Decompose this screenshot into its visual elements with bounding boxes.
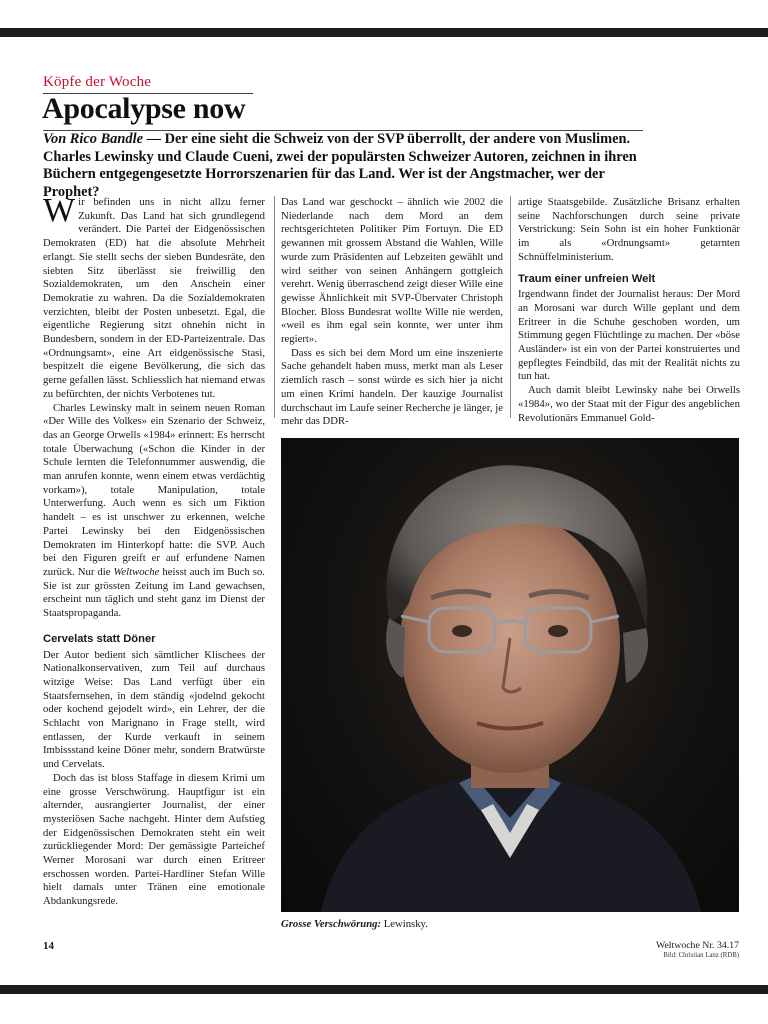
portrait-illustration	[281, 438, 739, 912]
top-bar	[0, 28, 768, 37]
photo-caption	[281, 918, 428, 930]
column-3	[518, 196, 740, 425]
paragraph: Auch damit bleibt Lewinsky nahe bei Orwells «1984», wo der Staat mit der Figur des angeblichen Revolutionärs Emmanuel Gold-	[518, 384, 740, 424]
paragraph: Charles Lewinsky malt in seinem neuen Roman «Der Wille des Volkes» ein Szenario der Schweiz, das an George Orwells «1984» erinnert: Es herrscht totale Überwachung («Schon die Kinder in der Schule lernten die Telefonnummer auswendig, die man anrufen konnte, wenn einem etwas verdächtig vorkam»), totale Manipulation, totale Unterwerfung. Auch wenn es sich um Fiktion handelt – es ist unschwer zu erkennen, welche Partei Lewinsky bei den Eidgenössischen Demokraten im Hinterkopf hatte: die SVP. Auch bei den Figuren greift er auf erfundene Namen zurück. Nur die Weltwoche heisst auch im Buch so. Sie ist zur grössten Zeitung im Land gewachsen, erscheint nun täglich und steht ganz im Dienst der Staatspropaganda.	[43, 401, 265, 620]
issue-label: Weltwoche Nr. 34.17	[655, 940, 739, 951]
column-1	[43, 192, 265, 909]
paragraph: artige Staatsgebilde. Zusätzliche Brisanz erhalten seine Nachforschungen durch seine private Verstrickung: Sein Sohn ist ein hoher Funktionär im als «Ordnungsamt» getarnten Schnüffelministerium.	[518, 196, 740, 263]
caption-lead: Grosse Verschwörung:	[281, 918, 382, 930]
subheading: Traum einer unfreien Welt	[518, 272, 656, 285]
publication-name: Weltwoche	[113, 565, 160, 578]
paragraph: Irgendwann findet der Journalist heraus: Der Mord an Morosani war durch Wille geplant und dem Eritreer in die Schuhe geschoben worden, um Stimmung gegen Flüchtlinge zu machen. Der «böse Ausländer» ist ein von der Partei konstruiertes und gepflegtes Feindbild, das mit der Realität nichts zu tun hat.	[518, 288, 740, 383]
column-divider	[510, 196, 511, 418]
byline-dash: —	[142, 131, 165, 147]
column-2	[281, 196, 503, 429]
drop-cap: W	[43, 192, 76, 229]
paragraph: Wir befinden uns in nicht allzu ferner Zukunft. Das Land hat sich grundlegend verändert. Die Partei der Eidgenössischen Demokraten (ED) hat die absolute Mehrheit erlangt. Sie stellt sechs der sieben Bundesräte, den siebten Sitz überlässt sie freiwillig den Sozialdemokraten, um den Anschein einer Demokratie zu wahren. Da die Sozialdemokraten verzichten, bleibt der Posten unbesetzt. Egal, die eigentliche Regierung sitzt ohnehin nicht in Bundesbern, sondern in der ED-Parteizentrale. Das «Ordnungsamt», eine Art eidgenössische Stasi, bespitzelt die eigene Bevölkerung, die sich das gerne gefallen lässt. Schliesslich hat niemand etwas zu befürchten, der nichts Verbotenes tut.	[43, 192, 265, 400]
caption-text: Lewinsky.	[381, 918, 428, 930]
author-portrait-photo	[281, 438, 739, 912]
headline: Apocalypse now	[42, 92, 246, 125]
paragraph: Doch das ist bloss Staffage in diesem Krimi um eine grosse Verschwörung. Hauptfigur ist ein alternder, ausrangierter Journalist, der einer mysteriösen Sache nachgeht. Hinter dem Aufstieg der Eidgenössischen Demokraten steht ein weit zurückliegender Mord: Der gemässigte Parteichef Werner Morosani war durch einen Eritreer erschossen worden. Partei-Hardliner Stefan Wille hielt damals unter Tränen eine emotionale Abdankungsrede.	[43, 771, 265, 908]
photo-credit: Bild: Christian Lanz (RDB)	[663, 952, 739, 959]
section-label: Köpfe der Woche	[43, 74, 152, 90]
paragraph: Der Autor bedient sich sämtlicher Klischees der Nationalkonservativen, zum Teil auf durchaus witzige Weise: Das Land verfügt über ein Staatsfernsehen, in dem ständig «jodelnd gekocht oder kochend gejodelt wird», ein Lehrer, der die Schlacht von Marignano in Frage stellt, wird entlassen, der Kurde verkauft in seinem Imbissstand keine Döner mehr, sondern Bratwürste und Cervelats.	[43, 648, 265, 771]
subheading: Cervelats statt Döner	[43, 632, 156, 645]
column-divider	[274, 196, 275, 418]
paragraph: Dass es sich bei dem Mord um eine inszenierte Sache gehandelt haben muss, merkt man als Leser ziemlich rasch – sonst würde es sich hier ja nicht um einen Krimi handeln. Der kauzige Journalist durchschaut im Laufe seiner Recherche je länger, je mehr das DDR-	[281, 346, 503, 428]
lead-text: Der eine sieht die Schweiz von der SVP überrollt, der andere von Muslimen. Charles Lewinsky und Claude Cueni, zwei der populärsten Schweizer Autoren, zeichnen in ihren Büchern entgegengesetzte Horrorszenarien für das Land. Wer ist der Angstmacher, wer der Prophet?	[43, 131, 637, 200]
page-number: 14	[43, 940, 54, 952]
lead-paragraph	[43, 131, 663, 201]
byline: Von Rico Bandle	[43, 131, 143, 147]
paragraph: Das Land war geschockt – ähnlich wie 2002 die Niederlande nach dem Mord an dem rechtsgerichteten Politiker Pim Fortuyn. Die ED gewannen mit grossem Abstand die Wahlen, Wille wurde zum Präsidenten auf Lebzeiten gewählt und wird seither von seinen Anhängern gottgleich verehrt. Wenig überraschend zeigt dieser Wille eine gewisse Ähnlichkeit mit SVP-Übervater Christoph Blocher. Bloss Bundesrat wollte Wille nie werden, «weil es ihm egal sein konnte, wer unter ihm regiert».	[281, 196, 503, 346]
bottom-bar	[0, 985, 768, 994]
